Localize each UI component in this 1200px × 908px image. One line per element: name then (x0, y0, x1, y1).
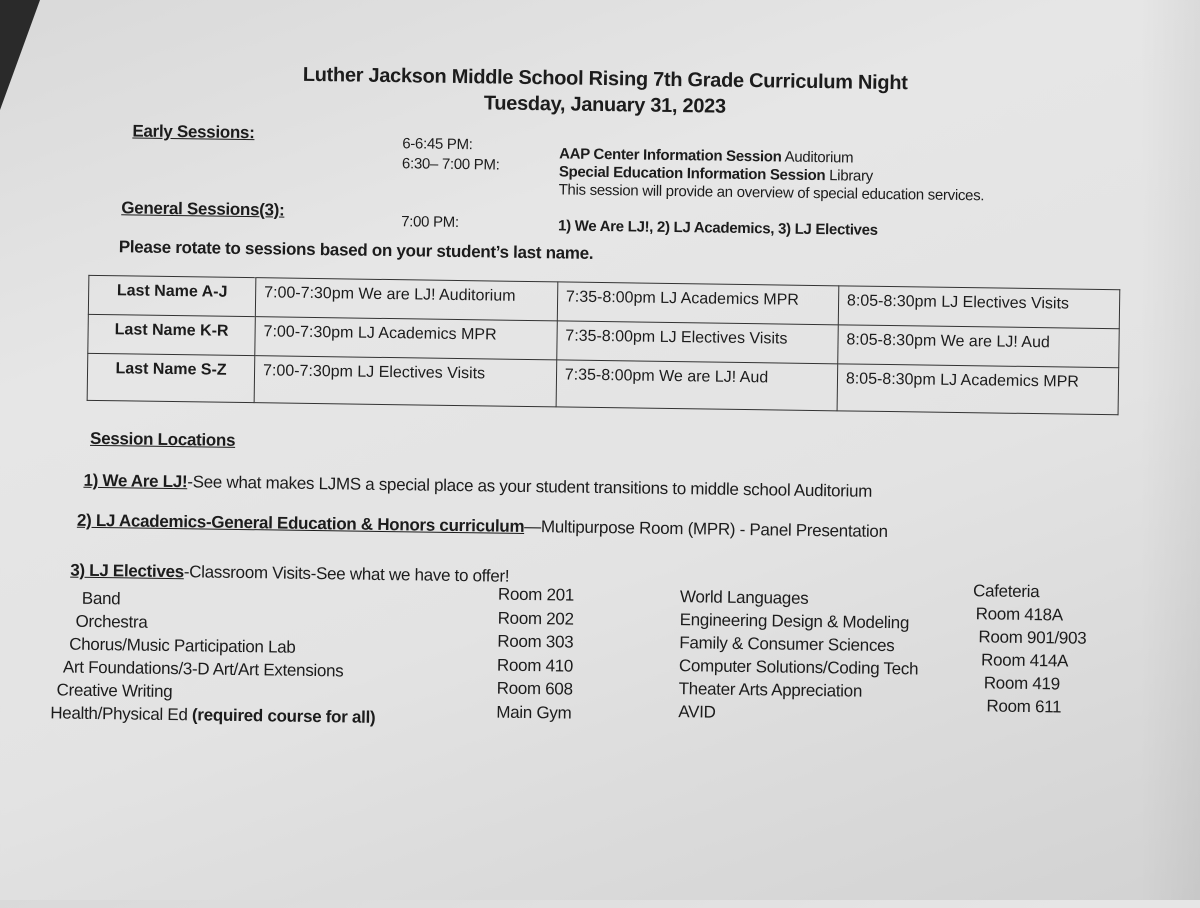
early-sessions-heading: Early Sessions: (132, 121, 255, 143)
location-2-text: —Multipurpose Room (MPR) - Panel Presentation (524, 516, 888, 542)
elective-name (63, 658, 344, 682)
slot-cell: 8:05-8:30pm LJ Academics MPR (837, 364, 1119, 415)
elective-name-text: Chorus/Music Participation Lab (69, 634, 296, 657)
location-2 (77, 511, 888, 542)
elective-name (82, 589, 121, 610)
slot-cell: 7:35-8:00pm We are LJ! Aud (556, 360, 838, 411)
document-title: Luther Jackson Middle School Rising 7th Grade Curriculum Night (302, 63, 908, 95)
elective-name (56, 680, 172, 702)
elective-room: Room 418A (975, 604, 1063, 625)
early-session-2-note: This session will provide an overview of special education services. (558, 181, 985, 205)
location-3-text: -Classroom Visits-See what we have to offer! (183, 562, 510, 586)
elective-required-note: (required course for all) (191, 705, 376, 727)
slot-cell: 7:00-7:30pm We are LJ! Auditorium (255, 278, 557, 321)
elective-name: Computer Solutions/Coding Tech (678, 656, 919, 679)
early-session-1-name: AAP Center Information Session (559, 145, 782, 166)
group-cell: Last Name K-R (88, 314, 256, 355)
elective-room: Room 608 (496, 678, 573, 699)
elective-room: Main Gym (496, 702, 572, 723)
elective-name (69, 635, 296, 658)
elective-room: Room 611 (986, 696, 1062, 717)
elective-name-text: Orchestra (75, 611, 148, 632)
elective-room: Room 414A (980, 650, 1069, 671)
location-1-title: 1) We Are LJ! (83, 470, 188, 492)
elective-name: Theater Arts Appreciation (678, 679, 863, 701)
group-cell: Last Name A-J (88, 275, 256, 316)
elective-name-text: Health/Physical Ed (50, 703, 188, 725)
elective-name (50, 703, 375, 728)
slot-cell: 7:35-8:00pm LJ Academics MPR (557, 282, 839, 325)
elective-room: Room 419 (983, 673, 1060, 694)
slot-cell: 7:00-7:30pm LJ Electives Visits (254, 356, 556, 407)
elective-name-text: Art Foundations/3-D Art/Art Extensions (62, 657, 344, 681)
location-3-title: 3) LJ Electives (70, 560, 185, 582)
elective-name: Family & Consumer Sciences (679, 633, 895, 656)
early-session-2-location: Library (829, 167, 874, 185)
elective-name: AVID (678, 702, 716, 722)
elective-room: Cafeteria (972, 581, 1040, 602)
elective-room: Room 901/903 (978, 627, 1087, 648)
early-session-2-name: Special Education Information Session (558, 163, 826, 185)
general-sessions-heading: General Sessions(3): (121, 198, 285, 220)
elective-name-text: Band (81, 588, 121, 609)
location-3 (70, 561, 509, 587)
location-1 (83, 471, 872, 502)
location-2-title: 2) LJ Academics-General Education & Honors curriculum (76, 510, 525, 536)
group-cell: Last Name S-Z (87, 353, 255, 402)
elective-name: Engineering Design & Modeling (679, 610, 910, 633)
elective-room: Room 410 (496, 655, 574, 676)
document-date: Tuesday, January 31, 2023 (483, 92, 726, 118)
elective-room: Room 202 (497, 608, 574, 629)
elective-room: Room 303 (497, 631, 574, 652)
elective-name (75, 612, 147, 633)
location-1-text: -See what makes LJMS a special place as your student transitions to middle school Auditorium (187, 472, 873, 501)
elective-name: World Languages (679, 587, 809, 608)
session-locations-heading: Session Locations (89, 428, 236, 450)
slot-cell: 7:35-8:00pm LJ Electives Visits (557, 321, 839, 364)
early-session-1-location: Auditorium (784, 148, 854, 167)
general-time: 7:00 PM: (401, 213, 459, 232)
slot-cell: 8:05-8:30pm LJ Electives Visits (838, 286, 1120, 329)
general-list: 1) We Are LJ!, 2) LJ Academics, 3) LJ Electives (558, 217, 878, 239)
slot-cell: 7:00-7:30pm LJ Academics MPR (255, 317, 557, 360)
rotate-note: Please rotate to sessions based on your student’s last name. (118, 237, 594, 263)
elective-name-text: Creative Writing (56, 680, 173, 702)
early-time-1: 6-6:45 PM: (402, 135, 473, 154)
slot-cell: 8:05-8:30pm We are LJ! Aud (838, 325, 1120, 368)
elective-room: Room 201 (497, 584, 575, 605)
early-time-2: 6:30– 7:00 PM: (401, 155, 500, 174)
rotation-table (87, 275, 1121, 415)
